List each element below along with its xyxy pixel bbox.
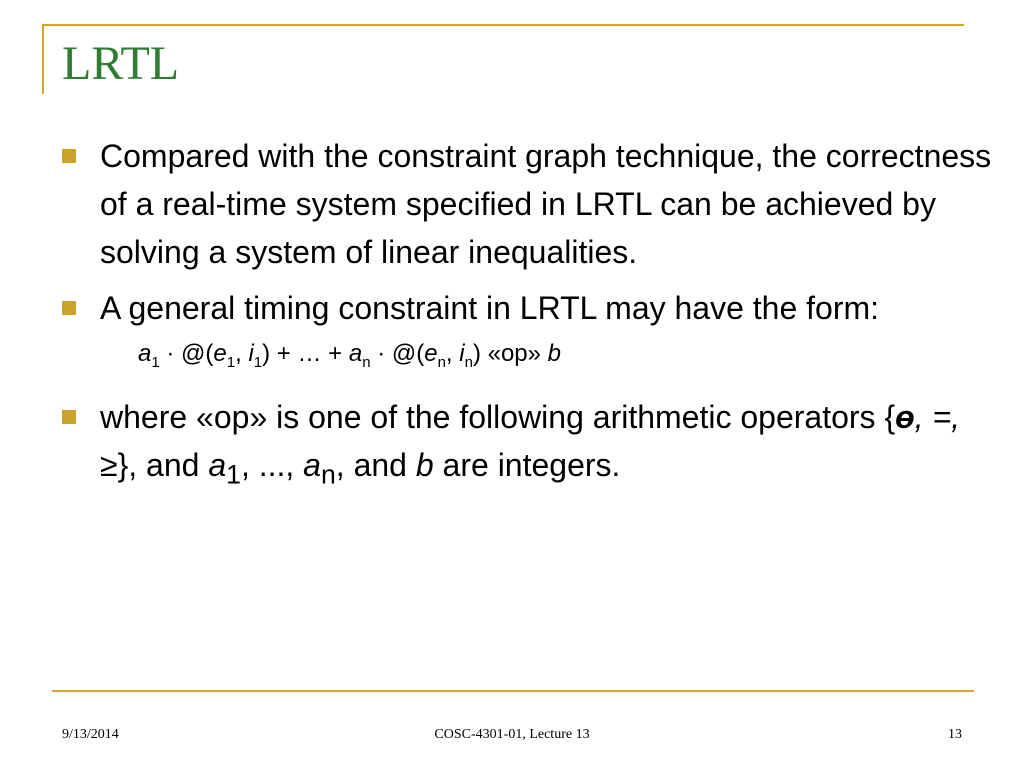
formula-event: e — [213, 340, 227, 367]
formula-sub: 1 — [151, 353, 160, 371]
formula-index: i — [248, 340, 254, 367]
bullet-item — [62, 132, 992, 276]
formula-sub: n — [362, 353, 371, 371]
text-run: , ..., — [240, 446, 304, 483]
timing-constraint-formula — [138, 334, 992, 383]
text-sub: n — [320, 459, 336, 490]
bullet-item — [62, 393, 992, 498]
formula-coef: a — [138, 340, 152, 367]
square-bullet-icon — [62, 410, 76, 424]
text-run: b — [415, 446, 434, 483]
bullet-text — [100, 393, 992, 498]
formula-op: · @( — [370, 340, 425, 367]
text-run: }, and — [117, 446, 209, 483]
square-bullet-icon — [62, 149, 76, 163]
formula-sub: 1 — [253, 353, 263, 371]
footer-course: COSC-4301-01, Lecture 13 — [434, 727, 590, 742]
slide-body — [62, 132, 992, 498]
text-run: ≥ — [100, 446, 118, 483]
formula-index: i — [459, 340, 465, 367]
text-run: where «op» is one of the following arithmetic operators { — [100, 398, 896, 435]
footer-page-number: 13 — [948, 727, 962, 742]
formula-event: e — [424, 340, 438, 367]
formula-op: ) + … + — [262, 340, 349, 367]
formula-const: b — [547, 340, 562, 367]
text-run: are integers. — [433, 446, 621, 483]
formula-sub: n — [464, 353, 473, 371]
text-run: , =, — [914, 398, 961, 435]
formula-op: , — [235, 340, 249, 367]
formula-sub: n — [437, 353, 446, 371]
text-run: a — [303, 446, 321, 483]
slide-title: LRTL — [62, 37, 180, 90]
formula-coef: a — [348, 340, 363, 367]
text-run: a — [208, 446, 227, 483]
less-than-symbol: ɵ — [895, 398, 915, 435]
formula-op: · @( — [159, 340, 214, 367]
square-bullet-icon — [62, 301, 76, 315]
top-rule — [42, 24, 964, 26]
text-run: , and — [335, 446, 416, 483]
text-sub: 1 — [226, 459, 241, 490]
footer-date: 9/13/2014 — [62, 727, 119, 742]
bottom-rule — [52, 690, 974, 692]
formula-op: , — [445, 340, 460, 367]
bullet-text: A general timing constraint in LRTL may have the form: — [100, 290, 880, 326]
formula-op: ) «op» — [472, 340, 548, 367]
left-rule — [42, 24, 44, 94]
bullet-item — [62, 284, 992, 332]
bullet-text: Compared with the constraint graph technique, the correctness of a real-time system specified in LRTL can be achieved by solving a system of linear inequalities. — [100, 138, 992, 270]
formula-sub: 1 — [226, 353, 236, 371]
